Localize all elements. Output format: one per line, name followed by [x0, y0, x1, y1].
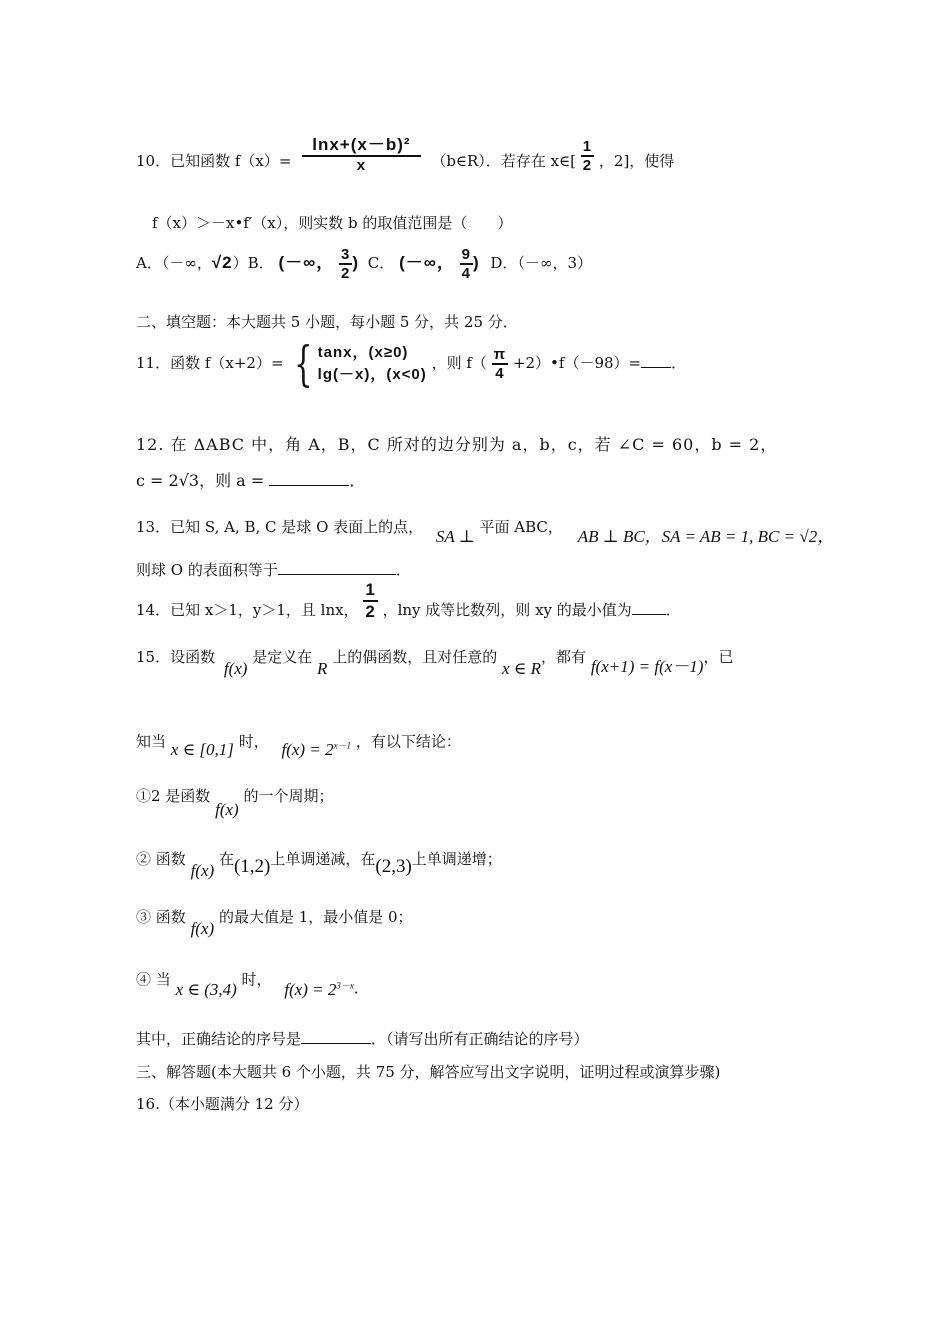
q11-case-1: tanx，(x≥0)	[317, 344, 409, 361]
q15-fx: f(x)	[223, 659, 248, 678]
option-c-label: C．	[367, 254, 395, 272]
option-b-open: (－∞，	[278, 253, 335, 272]
c4-end: ．	[353, 978, 369, 997]
q14-line	[136, 580, 681, 624]
c2-interval-2: (2,3)	[375, 856, 412, 877]
c4-when: 时，	[241, 970, 272, 989]
c4-x: x ∈ (3,4)	[175, 979, 237, 999]
q15-lead: 15．设函数	[136, 648, 216, 666]
q15-r: R	[317, 659, 328, 678]
q13-answer-blank	[278, 574, 396, 575]
q12-text: c = 2√3，则 a =	[136, 471, 270, 490]
q12-answer-blank	[269, 485, 349, 486]
q12-end: ．	[349, 471, 366, 490]
c4-fx-base: f(x) = 2	[284, 979, 337, 999]
q15-line2	[136, 730, 461, 762]
q15-eq: f(x+1) = f(x－1)	[590, 657, 704, 676]
option-b-lead: ）B．	[232, 254, 274, 272]
option-c-den: 4	[461, 265, 471, 282]
section-2-heading: 二、填空题：本大题共 5 小题，每小题 5 分，共 25 分．	[136, 313, 518, 331]
q13-line1	[136, 512, 834, 548]
q14-answer-blank	[632, 614, 666, 615]
q15-t4: ，已	[703, 648, 734, 666]
option-a-sqrt: √2	[211, 253, 233, 272]
q15-conclusion-2	[136, 848, 502, 884]
q15-l2f-base: f(x) = 2	[281, 739, 334, 759]
q11-answer-blank	[641, 367, 671, 368]
q15-t2: 上的偶函数，且对任意的	[332, 648, 498, 666]
q15-line1	[136, 642, 733, 678]
q13-plane: 平面 ABC，	[479, 518, 563, 536]
q10-fraction	[302, 130, 420, 174]
q13-lead: 13．已知 S, A, B, C 是球 O 表面上的点，	[136, 518, 424, 536]
section-3-heading: 三、解答题(本大题共 6 个小题，共 75 分，解答应写出文字说明，证明过程或演算步骤)	[136, 1063, 721, 1081]
q12-line2	[136, 468, 365, 491]
q11-line	[136, 336, 687, 398]
q14-num: 1	[365, 580, 376, 599]
q11-pi-fraction	[492, 346, 508, 382]
q10-half	[581, 138, 594, 174]
q14-lead: 14．已知 x＞1，y＞1，且 lnx，	[136, 601, 359, 619]
c2-in: 在	[218, 850, 234, 868]
q15-l2b: 时，	[238, 732, 269, 751]
q10-line2	[152, 212, 512, 233]
c1-fx: f(x)	[215, 800, 239, 819]
q10-tail2: ，2]，使得	[598, 152, 675, 170]
c1-lead: ①2 是函数	[136, 787, 211, 805]
q11-lead: 11．函数 f（x+2）=	[136, 354, 284, 372]
q13-line2	[136, 559, 411, 580]
q15-conclusion-1	[136, 785, 333, 821]
q15-answer-blank	[301, 1043, 371, 1044]
q14-end: ．	[665, 601, 681, 619]
q13-conditions: AB ⊥ BC，SA = AB = 1, BC = √2，	[577, 527, 835, 546]
c2-tail: 上单调递增；	[411, 850, 502, 868]
q11-pi-den: 4	[492, 363, 508, 382]
c3-fx: f(x)	[190, 919, 215, 938]
q15-xr: x ∈ R	[502, 659, 542, 678]
q15-answer-line	[136, 1028, 589, 1049]
option-b-close: )	[352, 253, 360, 272]
c2-mid: 上单调递减，在	[270, 850, 376, 868]
q11-tail1: ，则 f（	[431, 354, 487, 372]
q11-end: ．	[671, 354, 687, 372]
q15-conclusion-4	[136, 968, 369, 1004]
q10-options	[136, 246, 592, 290]
c2-interval-1: (1,2)	[233, 856, 271, 877]
option-b-den: 2	[341, 265, 351, 282]
q15-t1: 是定义在	[252, 648, 313, 666]
q15-l2f	[282, 740, 352, 759]
q15-l2x: x ∈ [0,1]	[170, 739, 234, 759]
q13-sa: SA ⊥	[435, 527, 475, 546]
option-c-num: 9	[461, 246, 471, 263]
option-a-lead: A．（－∞，	[136, 254, 212, 272]
q10-line1	[136, 130, 674, 180]
c1-tail: 的一个周期；	[243, 787, 334, 805]
q10-lead: 10．已知函数 f（x）=	[136, 152, 292, 170]
option-b-num: 3	[341, 246, 351, 263]
q15-l2a: 知当	[136, 732, 167, 751]
q15-t3: ，都有	[541, 648, 587, 666]
q10-half-num: 1	[582, 138, 593, 155]
q10-numerator: lnx+(x－b)²	[312, 135, 411, 154]
option-c-open: (－∞，	[399, 253, 455, 272]
c4-fx	[284, 980, 354, 999]
c3-tail: 的最大值是 1，最小值是 0；	[218, 908, 413, 926]
option-b-fraction	[339, 246, 352, 282]
option-d: D．（－∞，3）	[490, 254, 592, 272]
q14-fraction	[363, 580, 377, 622]
c3-lead: ③ 函数	[136, 908, 186, 926]
q11-pi-num: π	[493, 346, 507, 363]
q15-ans-lead: 其中，正确结论的序号是	[136, 1030, 302, 1048]
q11-case-2: lg(－x)，(x<0)	[317, 366, 427, 383]
q13-end: ．	[395, 561, 411, 579]
q15-l2f-exp: x－1	[333, 740, 352, 750]
q14-tail: ，lny 成等比数列，则 xy 的最小值为	[382, 601, 632, 619]
q15-conclusion-3	[136, 906, 413, 942]
q10-condition: f（x）＞－x•f′（x），则实数 b 的取值范围是（ ）	[152, 214, 513, 232]
c2-lead: ② 函数	[136, 850, 186, 868]
q12-line1: 12. 在 ΔABC 中，角 A，B，C 所对的边分别为 a，b，c，若 ∠C = 60，b = 2，	[136, 435, 778, 454]
q16-heading: 16.（本小题满分 12 分）	[136, 1095, 309, 1113]
q11-cases	[318, 342, 427, 386]
q11-brace-icon: {	[294, 336, 313, 392]
q15-ans-end: ．（请写出所有正确结论的序号）	[371, 1030, 589, 1048]
q15-l2c: ，有以下结论：	[355, 732, 461, 751]
option-c-close: )	[472, 253, 480, 272]
c4-lead: ④ 当	[136, 970, 171, 989]
q10-half-den: 2	[582, 157, 593, 174]
option-c-fraction	[460, 246, 473, 282]
c4-fx-exp: 3－x	[336, 980, 354, 990]
c2-fx: f(x)	[190, 861, 215, 880]
q13-text: 则球 O 的表面积等于	[136, 561, 278, 579]
q14-den: 2	[365, 602, 376, 621]
q10-denominator: x	[302, 155, 420, 174]
q10-tail1: （b∈R）．若存在 x∈[	[431, 152, 576, 170]
q11-tail2: +2）•f（－98）=	[512, 354, 642, 372]
